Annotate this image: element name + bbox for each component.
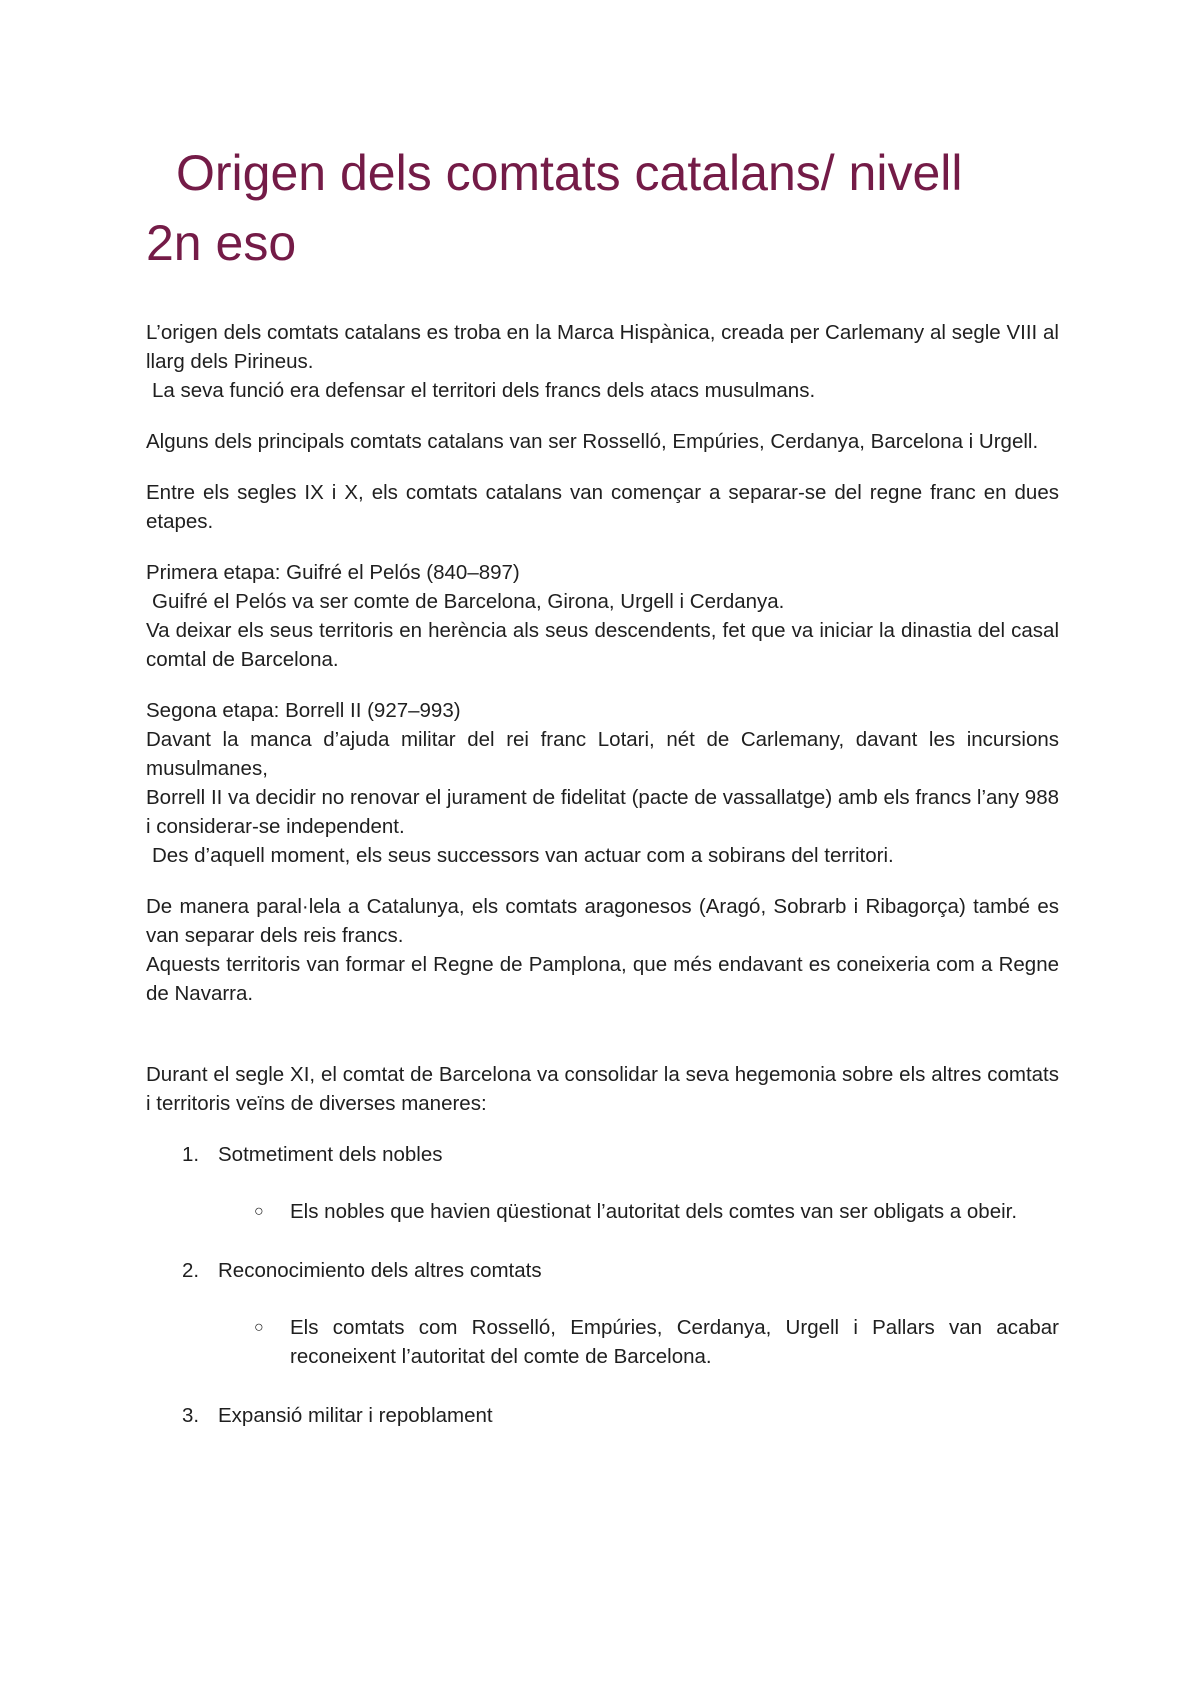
spacer: [146, 674, 1059, 696]
heading-second-stage: Segona etapa: Borrell II (927–993): [146, 699, 461, 722]
sub-list: [218, 1197, 1059, 1226]
paragraph-hegemony: Durant el segle XI, el comtat de Barcelona va consolidar la seva hegemonia sobre els altres comtats i territoris veïns de diverses maneres:: [146, 1063, 1059, 1115]
sub-list-item-text: Els comtats com Rosselló, Empúries, Cerdanya, Urgell i Pallars van acabar reconeixent l’autoritat del comte de Barcelona.: [290, 1316, 1059, 1368]
paragraph-function: La seva funció era defensar el territori dels francs dels atacs musulmans.: [152, 379, 816, 402]
heading-first-stage: Primera etapa: Guifré el Pelós (840–897): [146, 561, 520, 584]
list-item: [146, 1401, 1059, 1430]
paragraph-separation: Entre els segles IX i X, els comtats catalans van començar a separar-se del regne franc en dues etapes.: [146, 481, 1059, 533]
list-number: 1.: [182, 1143, 200, 1166]
title-line-1: Origen dels comtats catalans/ nivell: [176, 145, 963, 201]
spacer: [146, 536, 1059, 558]
paragraph-aragon: De manera paral·lela a Catalunya, els comtats aragonesos (Aragó, Sobrarb i Ribagorça) també es van separar dels reis francs.: [146, 895, 1059, 947]
list-item: [146, 1140, 1059, 1226]
paragraph-origin: L’origen dels comtats catalans es troba en la Marca Hispànica, creada per Carlemany al segle VIII al llarg dels Pirineus.: [146, 321, 1059, 373]
paragraph-guifre-count: Guifré el Pelós va ser comte de Barcelona, Girona, Urgell i Cerdanya.: [152, 590, 785, 613]
title-line-2: 2n eso: [146, 215, 297, 271]
spacer: [146, 1008, 1059, 1060]
sub-list-item-text: Els nobles que havien qüestionat l’autoritat dels comtes van ser obligats a obeir.: [290, 1200, 1018, 1223]
list-item: [146, 1256, 1059, 1371]
spacer: [146, 870, 1059, 892]
paragraph-main-counties: Alguns dels principals comtats catalans van ser Rosselló, Empúries, Cerdanya, Barcelona i Urgell.: [146, 430, 1039, 453]
spacer: [146, 456, 1059, 478]
list-item-label: Expansió militar i repoblament: [218, 1404, 493, 1427]
list-item-label: Reconocimiento dels altres comtats: [218, 1259, 542, 1282]
paragraph-lotari: Davant la manca d’ajuda militar del rei franc Lotari, nét de Carlemany, davant les incursions musulmanes,: [146, 728, 1059, 780]
numbered-list: [146, 1140, 1059, 1430]
paragraph-guifre-inheritance: Va deixar els seus territoris en herència als seus descendents, fet que va iniciar la dinastia del casal comtal de Barcelona.: [146, 619, 1059, 671]
sub-list-item: [218, 1197, 1059, 1226]
paragraph-pamplona: Aquests territoris van formar el Regne de Pamplona, que més endavant es coneixeria com a Regne de Navarra.: [146, 953, 1059, 1005]
sub-list-item: [218, 1313, 1059, 1371]
spacer: [146, 405, 1059, 427]
list-number: 2.: [182, 1259, 200, 1282]
sub-list: [218, 1313, 1059, 1371]
paragraph-borrell-decision: Borrell II va decidir no renovar el jurament de fidelitat (pacte de vassallatge) amb els francs l’any 988 i considerar-se independent.: [146, 786, 1059, 838]
circle-bullet-icon: ○: [254, 1319, 264, 1336]
paragraph-successors: Des d’aquell moment, els seus successors van actuar com a sobirans del territori.: [152, 844, 894, 867]
list-item-label: Sotmetiment dels nobles: [218, 1143, 443, 1166]
page-title: [146, 138, 1059, 278]
circle-bullet-icon: ○: [254, 1203, 264, 1220]
list-number: 3.: [182, 1404, 200, 1427]
